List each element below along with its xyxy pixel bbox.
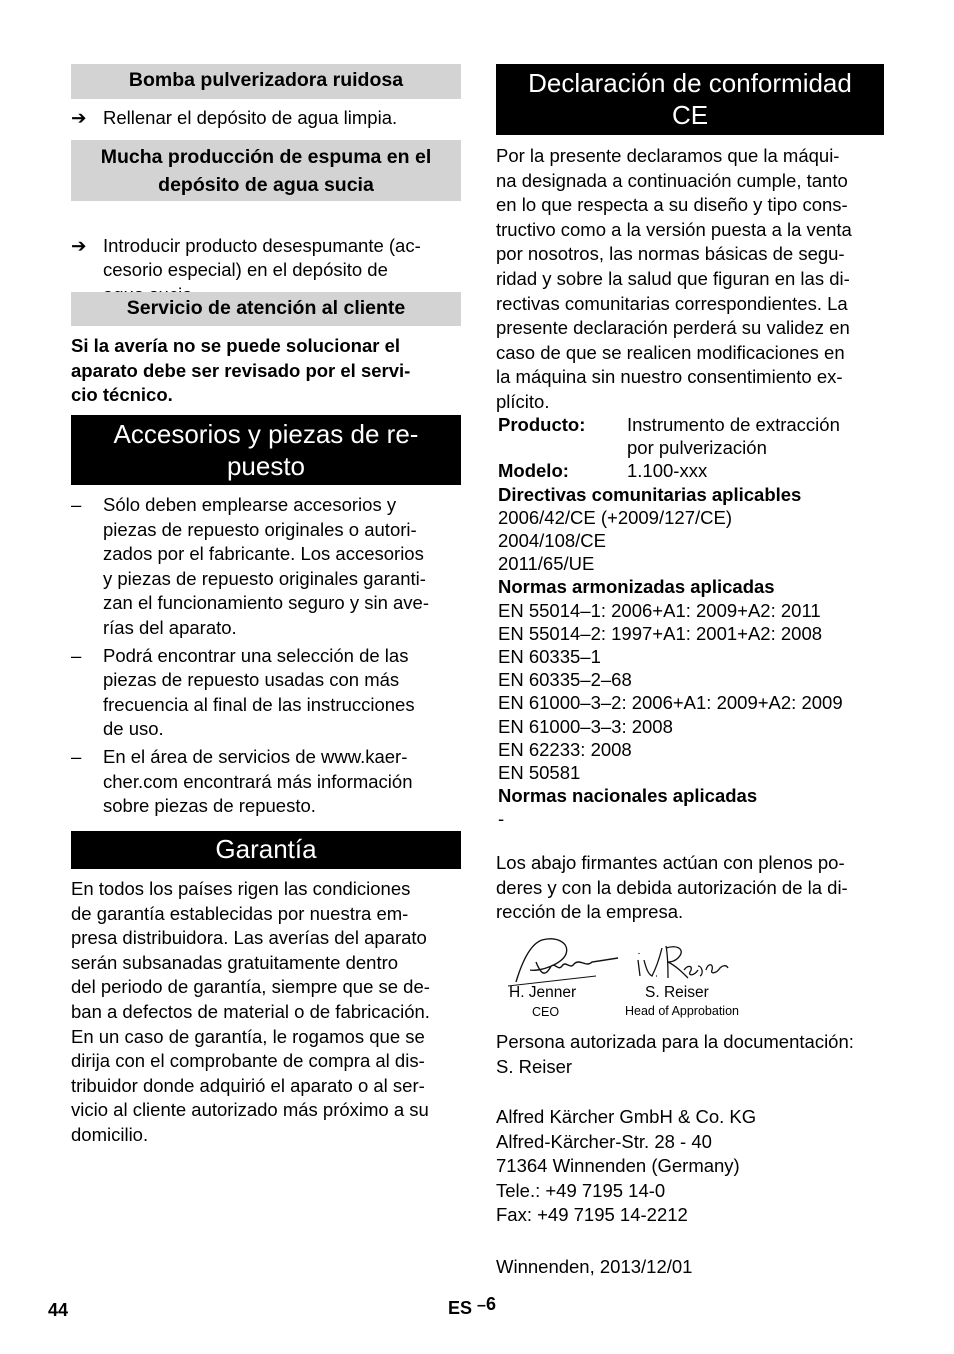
signer1-title: CEO: [532, 1005, 560, 1019]
dash-icon: –: [71, 494, 82, 515]
model-row: Modelo: 1.100-xxx: [498, 460, 708, 482]
signature-reiser-image: [632, 940, 732, 984]
footer-lang-page: ES –6: [448, 1294, 496, 1318]
signer2-title: Head of Approbation: [625, 1004, 739, 1018]
list-item: – Sólo deben emplearse accesorios y piezas de repuesto originales o autori- zados por el fabricante. Los accesorios y piezas de repuesto originales garanti- zan el funcionamiento seguro y sin ave- rías del aparato.: [71, 494, 429, 638]
product-row: Producto: Instrumento de extracción por pulverización: [498, 414, 840, 459]
heading-accessories: Accesorios y piezas de re- puesto: [71, 415, 461, 485]
page-number: 44: [48, 1300, 69, 1320]
list-item-defoamer: ➔ Introducir producto desespumante (ac- cesorio especial) en el depósito de: [71, 234, 421, 281]
signers-text: Los abajo firmantes actúan con plenos po- deres y con la debida autorización de la di- rección de la empresa.: [496, 852, 848, 923]
accessories-list: [71, 493, 461, 819]
list-item-refill: ➔ Rellenar el depósito de agua limpia.: [71, 106, 493, 131]
heading-warranty: Garantía: [71, 831, 461, 869]
heading-service: Servicio de atención al cliente: [71, 292, 461, 326]
company-address: Alfred Kärcher GmbH & Co. KG Alfred-Kärcher-Str. 28 - 40 71364 Winnenden (Germany) Tele.: +49 7195 14-0 Fax: +49 7195 14-2212: [496, 1106, 757, 1226]
product-info: Producto: Instrumento de extracción por pulverización Modelo: 1.100-xxx Directivas comunitarias aplicables 2006/42/CE (+2009/127/CE) 2004/108/CE 2011/65/UE Normas armonizadas aplicadas EN 55014–1: 2006+A1: 2009+A2: 2011 EN 55014–2: 1997+A1: 2001+A2: 2008 EN 60335–1 EN 60335–2–68 EN 61000–3–2: 2006+A1: 2009+A2: 2009 EN 61000–3–3: 2008 EN 62233: 2008 EN 50581 Normas nacionales aplicadas -: [498, 413, 886, 831]
heading-noisy-pump: Bomba pulverizadora ruidosa: [71, 64, 461, 99]
heading-declaration: Declaración de conformidad CE: [496, 64, 884, 135]
service-note: Si la avería no se puede solucionar el aparato debe ser revisado por el servi- cio técnico.: [71, 335, 411, 406]
place-date: Winnenden, 2013/12/01: [496, 1256, 693, 1277]
documentation-person: Persona autorizada para la documentación: S. Reiser: [496, 1031, 854, 1077]
list-item: – En el área de servicios de www.kaer- cher.com encontrará más información sobre piezas de repuesto.: [71, 745, 413, 817]
arrow-right-icon: ➔: [71, 234, 87, 256]
directives-label: Directivas comunitarias aplicables: [498, 483, 802, 505]
national-label: Normas nacionales aplicadas: [498, 785, 758, 807]
dash-icon: –: [71, 745, 82, 767]
arrow-right-icon: ➔: [71, 107, 87, 128]
heading-foam: Mucha producción de espuma en el depósito de agua sucia: [71, 140, 461, 201]
list-item: – Podrá encontrar una selección de las piezas de repuesto usadas con más frecuencia al final de las instrucciones de uso.: [71, 644, 415, 740]
warranty-text: En todos los países rigen las condiciones de garantía establecidas por nuestra em- presa distribuidora. Las averías del aparato serán subsanadas gratuitamente dentro del periodo de garantía, siempre que se de- ban a defectos de material o de fabricación. En un caso de garantía, le rogamos que se dirija con el comprobante de compra al dis- tribuidor donde adquirió el aparato o al ser- vicio al cliente autorizado más próximo a su domicilio.: [71, 878, 430, 1145]
dash-icon: –: [71, 644, 82, 666]
signer2-name: S. Reiser: [645, 984, 709, 1001]
signer1-name: H. Jenner: [509, 984, 577, 1001]
signature-jenner-image: [500, 932, 620, 990]
harmonized-label: Normas armonizadas aplicadas: [498, 576, 775, 598]
declaration-text: Por la presente declaramos que la máqui- na designada a continuación cumple, tanto en lo que respecta a su diseño y tipo cons- tructivo como a la versión puesta a la venta por nosotros, las normas básicas de segu- ridad y sobre la salud que figuran en las di- rectivas comunitarias correspondientes. La presente declaración perderá su validez en caso de que se realicen modificaciones en la máquina sin nuestro consentimiento ex- plícito.: [496, 145, 852, 412]
